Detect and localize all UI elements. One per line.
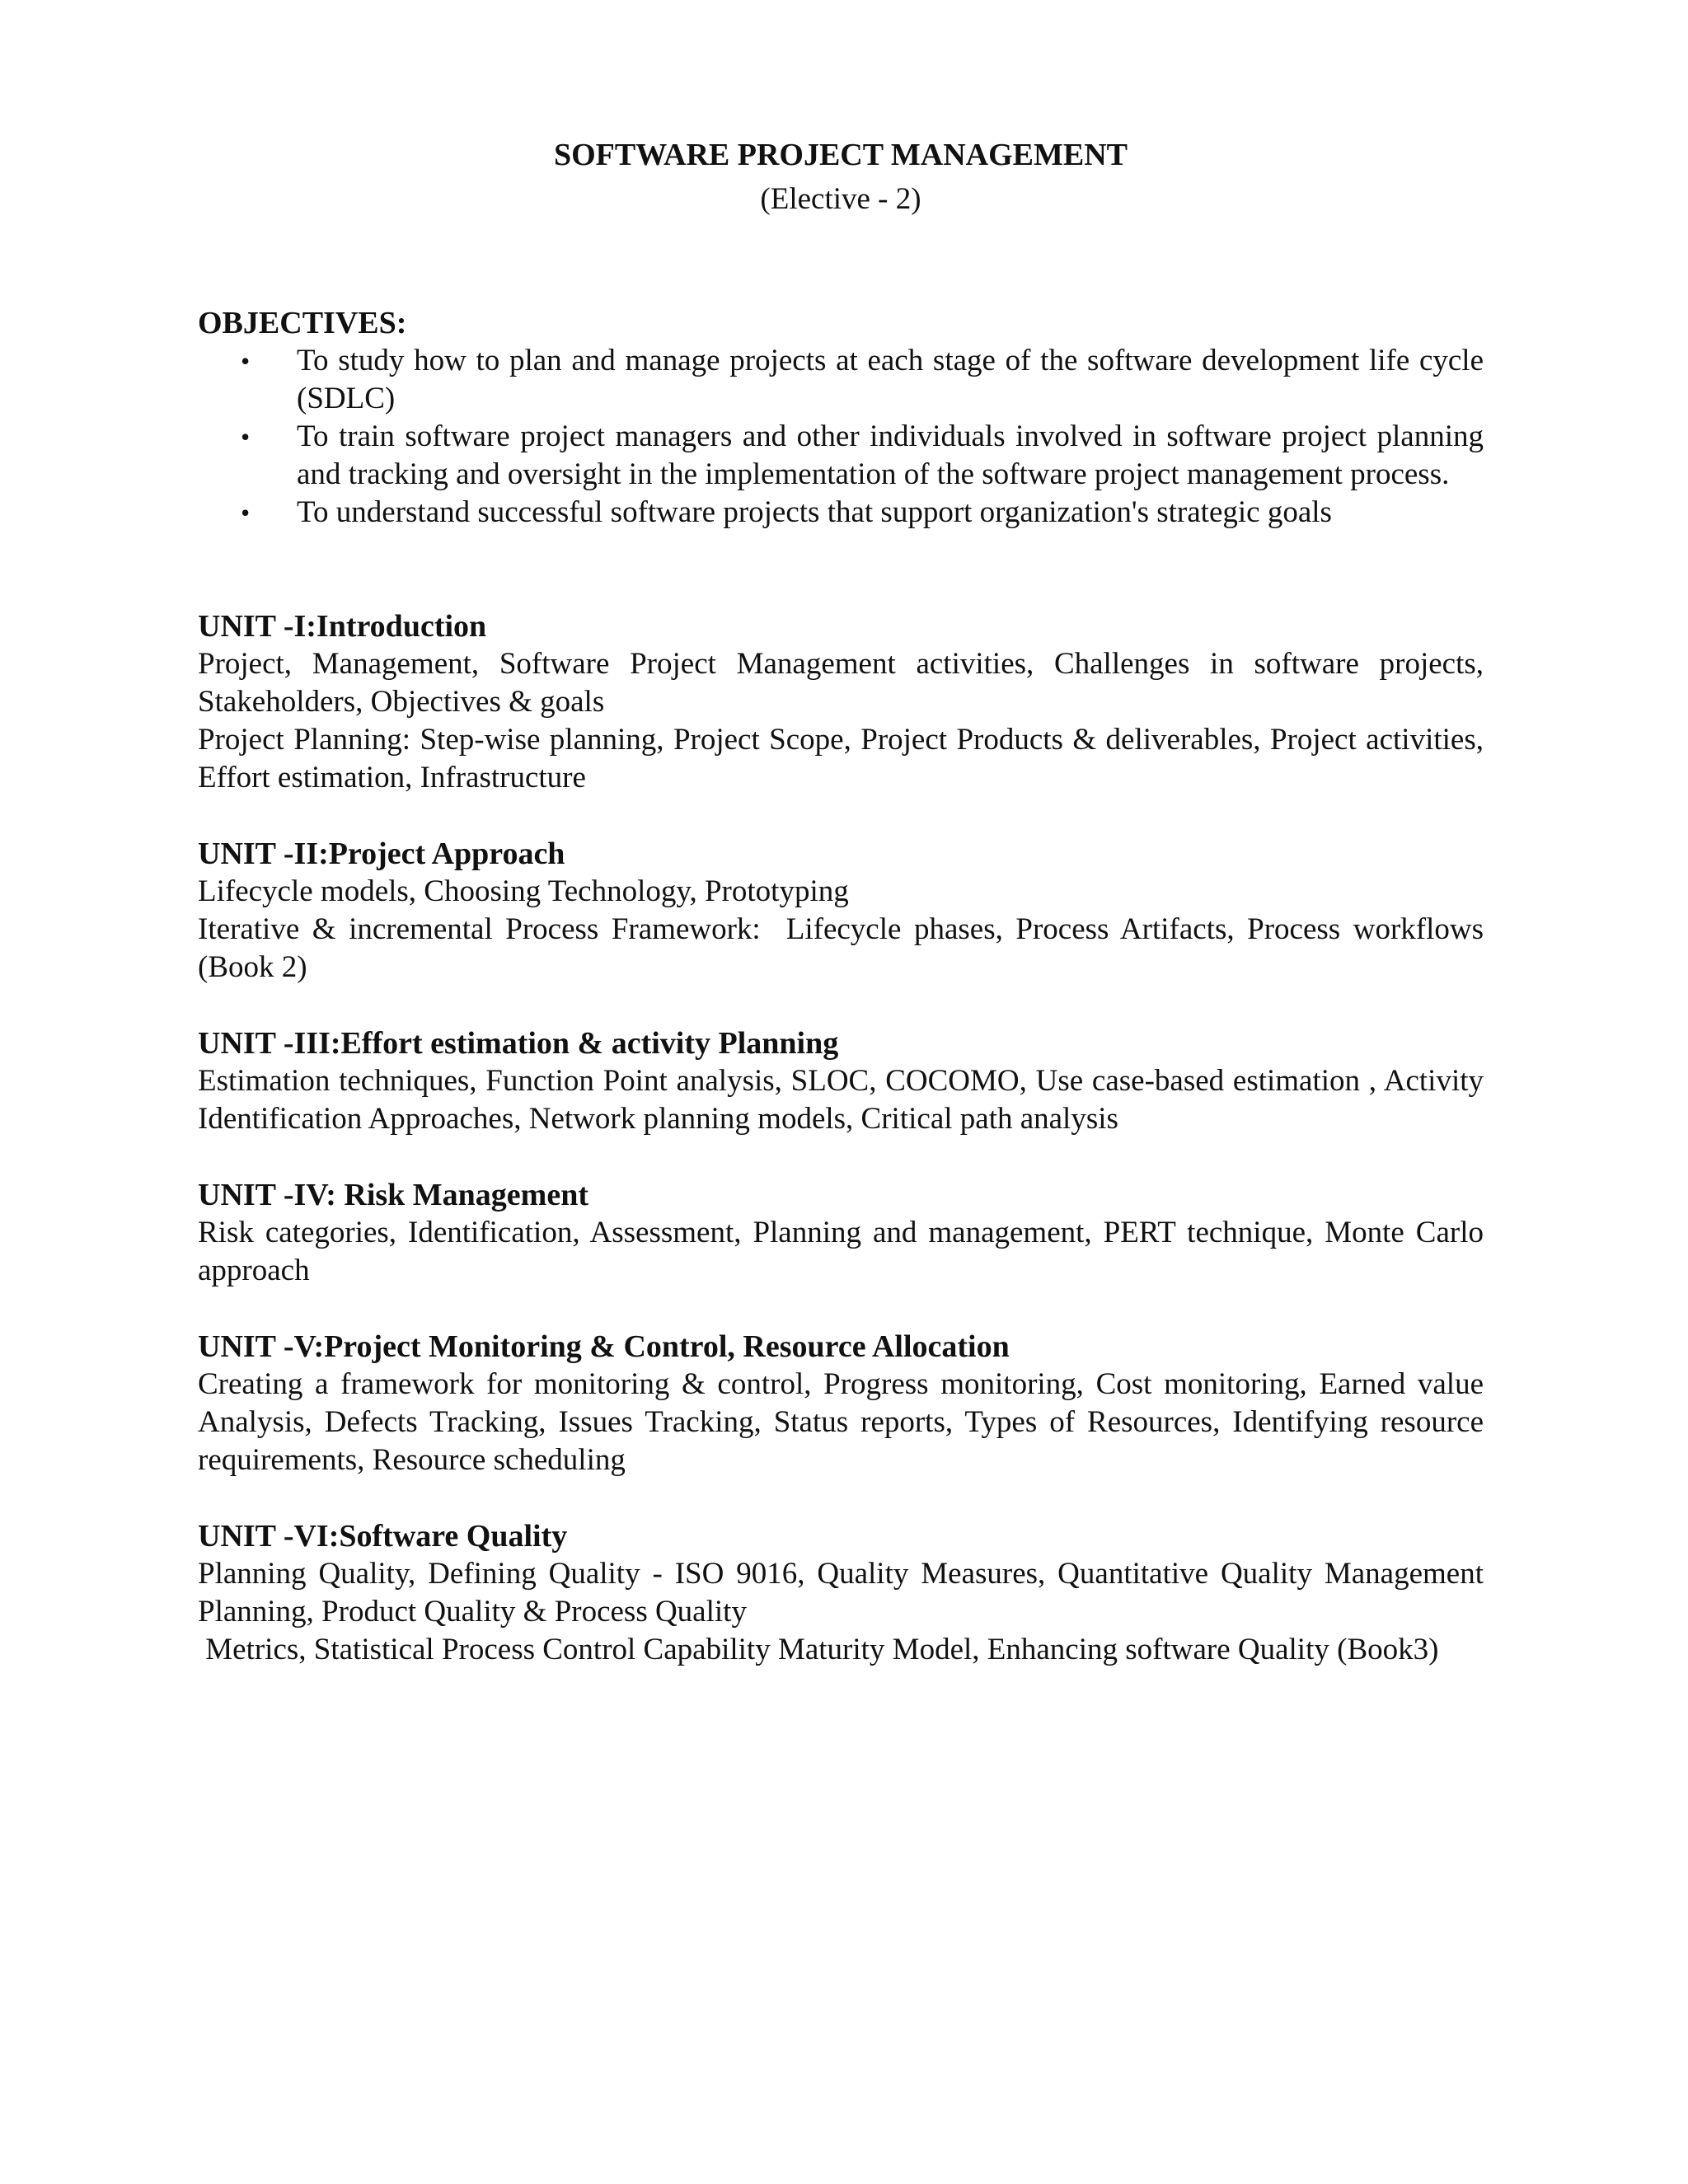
objective-item <box>198 342 1484 418</box>
unit-paragraph: Planning Quality, Defining Quality - ISO 9016, Quality Measures, Quantitative Quality Management Planning, Product Quality & Process Quality <box>198 1557 1492 1629</box>
bullet-icon: • <box>241 346 251 376</box>
unit-paragraph: Project, Management, Software Project Management activities, Challenges in software projects, Stakeholders, Objectives & goals <box>198 647 1492 719</box>
document-content <box>198 136 1492 1669</box>
objective-text: To study how to plan and manage projects at each stage of the software development life cycle (SDLC) <box>297 344 1484 415</box>
objective-item <box>198 494 1484 532</box>
unit-paragraph: Creating a framework for monitoring & control, Progress monitoring, Cost monitoring, Earned value Analysis, Defects Tracking, Issues Tracking, Status reports, Types of Resources, Identifying resource requirements, Resource scheduling <box>198 1367 1492 1477</box>
objectives-heading: OBJECTIVES: <box>198 306 407 340</box>
unit-heading: UNIT -VI:Software Quality <box>198 1519 568 1554</box>
objective-item <box>198 418 1484 494</box>
unit-paragraph: Project Planning: Step-wise planning, Project Scope, Project Products & deliverables, Project activities, Effort estimation, Infrastructure <box>198 723 1492 794</box>
objectives-list <box>198 342 1484 532</box>
unit-section-6 <box>198 1517 1492 1669</box>
unit-section-2 <box>198 835 1492 987</box>
unit-section-3 <box>198 1024 1492 1138</box>
unit-heading: UNIT -V:Project Monitoring & Control, Resource Allocation <box>198 1329 1010 1364</box>
unit-heading: UNIT -III:Effort estimation & activity Planning <box>198 1026 839 1061</box>
unit-paragraph: Estimation techniques, Function Point analysis, SLOC, COCOMO, Use case-based estimation , Activity Identification Approaches, Network planning models, Critical path analysis <box>198 1064 1492 1136</box>
unit-section-1 <box>198 607 1492 797</box>
unit-paragraph: Lifecycle models, Choosing Technology, Prototyping <box>198 874 849 908</box>
bullet-icon: • <box>241 422 251 452</box>
document-title: SOFTWARE PROJECT MANAGEMENT <box>553 138 1128 172</box>
objective-text: To train software project managers and other individuals involved in software project planning and tracking and oversight in the implementation of the software project management process. <box>297 419 1484 491</box>
unit-paragraph: Risk categories, Identification, Assessment, Planning and management, PERT technique, Monte Carlo approach <box>198 1216 1492 1287</box>
unit-section-5 <box>198 1328 1492 1479</box>
document-subtitle: (Elective - 2) <box>760 182 921 216</box>
unit-heading: UNIT -I:Introduction <box>198 609 487 644</box>
unit-heading: UNIT -II:Project Approach <box>198 837 565 871</box>
unit-heading: UNIT -IV: Risk Management <box>198 1178 588 1212</box>
bullet-icon: • <box>241 498 251 527</box>
unit-paragraph: Iterative & incremental Process Framework: Lifecycle phases, Process Artifacts, Process workflows (Book 2) <box>198 912 1492 984</box>
unit-section-4 <box>198 1176 1492 1290</box>
objective-text: To understand successful software projects that support organization's strategic goals <box>297 495 1332 529</box>
unit-paragraph: Metrics, Statistical Process Control Capability Maturity Model, Enhancing software Quality (Book3) <box>198 1633 1439 1666</box>
